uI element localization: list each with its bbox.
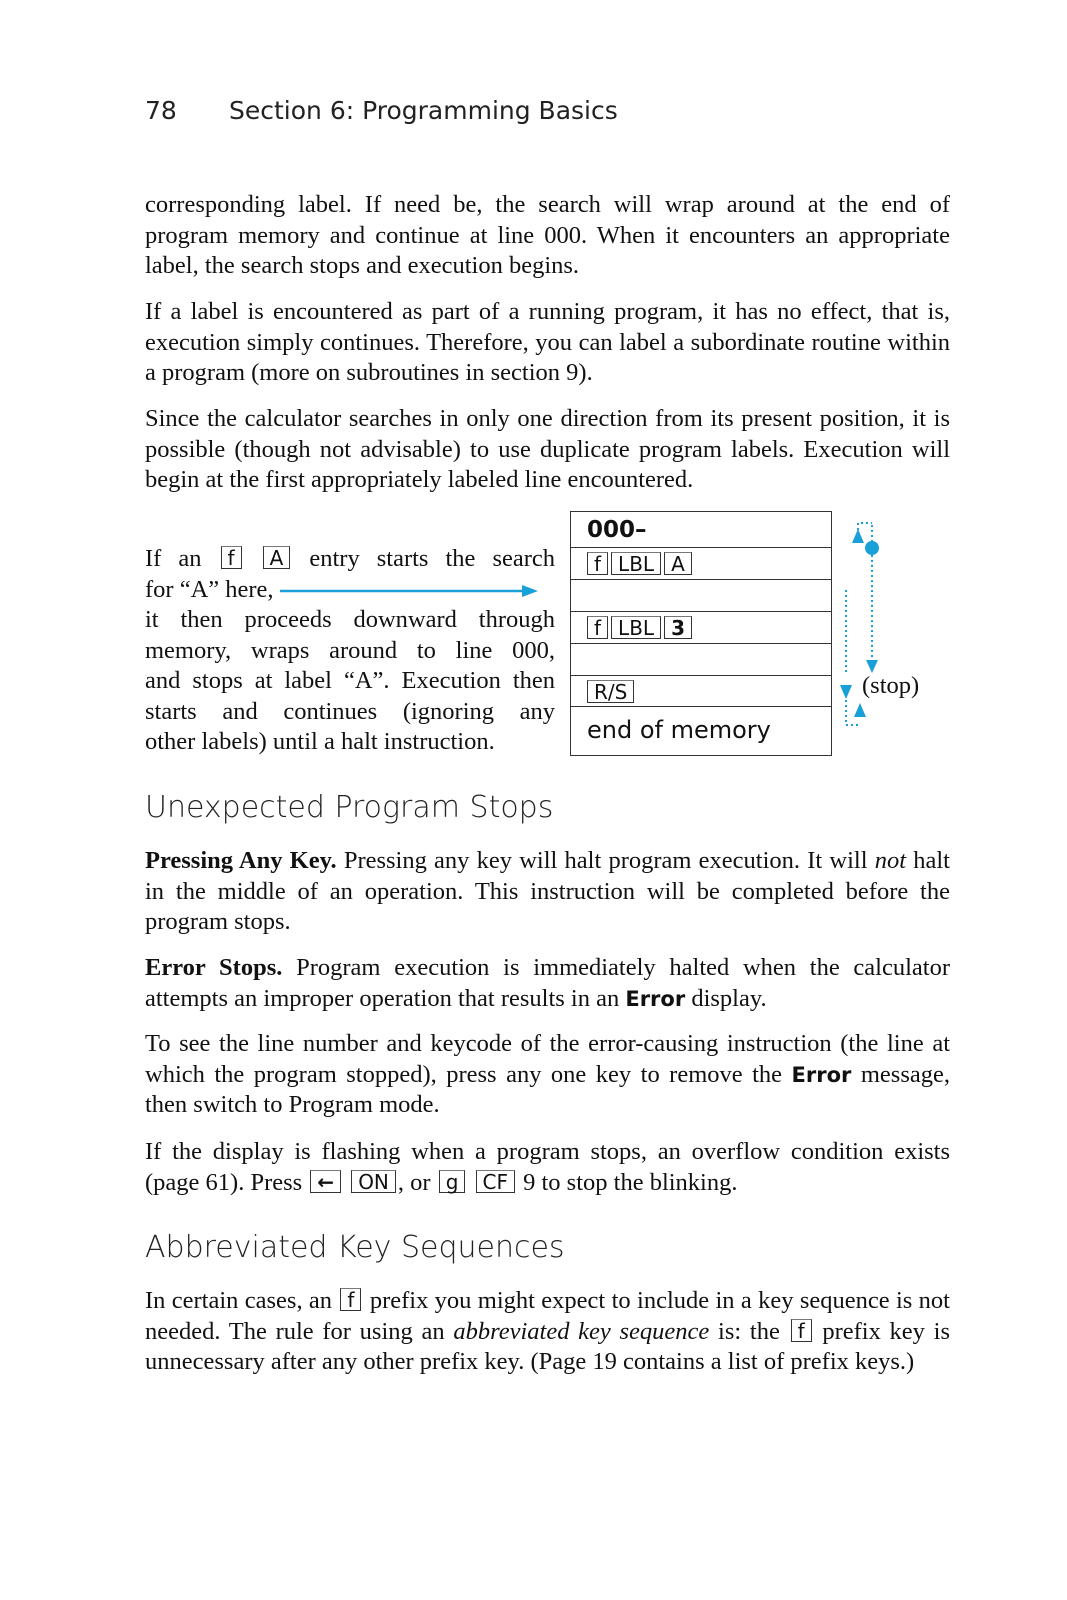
paragraph-pressing-any-key: Pressing Any Key. Pressing any key will halt program execution. It will not halt in the middle of an operation. This instruction will be completed before the program stops. (145, 847, 950, 935)
f-key: f (340, 1288, 361, 1311)
diagram-caption (145, 544, 555, 758)
backspace-key: ← (310, 1170, 341, 1193)
search-arrow (278, 582, 540, 600)
g-key: g (439, 1170, 466, 1193)
on-key: ON (351, 1170, 396, 1193)
stop-label: (stop) (862, 672, 920, 699)
paragraph-error-stops: Error Stops. Program execution is immediately halted when the calculator attempts an improper operation that results in an Error display. (145, 954, 950, 1012)
memory-row-empty (571, 643, 831, 675)
caption-line-4: memory, wraps around to line 000, (145, 636, 555, 664)
three-key: 3 (664, 616, 692, 639)
lbl-key: LBL (611, 552, 661, 575)
caption-line-3: it then proceeds downward through (145, 606, 555, 633)
f-key: f (221, 546, 242, 569)
paragraph-error-line: To see the line number and keycode of the error-causing instruction (the line at which the program stopped), press any one key to remove the Error message, then switch to Program mode. (145, 1030, 950, 1118)
caption-line-2: for “A” here, (145, 575, 274, 603)
cf-key: CF (476, 1170, 515, 1193)
lbl-key: LBL (611, 616, 661, 639)
error-display-text: Error (625, 986, 686, 1011)
caption-line-6: starts and continues (ignoring any (145, 697, 555, 725)
f-key: f (587, 552, 608, 575)
caption-line-7: other labels) until a halt instruction. (145, 728, 495, 755)
memory-row-empty (571, 579, 831, 611)
page-header (145, 96, 618, 125)
memory-row-end (571, 706, 831, 757)
caption-line-5: and stops at label “A”. Execution then (145, 667, 555, 694)
a-key: A (664, 552, 692, 575)
rs-key: R/S (587, 680, 634, 703)
section-title: Section 6: Programming Basics (229, 96, 618, 125)
paragraph-abbreviated: In certain cases, an f prefix you might expect to include in a key sequence is not needed. The rule for using an abbreviated key sequence is: the f prefix key is unnecessary after any other prefix key. (Page 19 contains a list of prefix keys.) (145, 1287, 950, 1375)
memory-row-lbl-a (571, 547, 831, 579)
paragraph-3: Since the calculator searches in only one direction from its present position, it is possible (though not advisable) to use duplicate program labels. Execution will begin at the first appropriately labeled line encountered. (145, 405, 950, 493)
paragraph-flashing-display: If the display is flashing when a program stops, an overflow condition exists (page 61). Press ← ON , or g CF 9 to stop the blinking. (145, 1138, 950, 1196)
caption-line-1: If an f A entry starts the search (145, 545, 556, 572)
memory-line-000: 000– (587, 517, 647, 543)
error-display-text: Error (791, 1062, 852, 1087)
heading-abbreviated-key-sequences: Abbreviated Key Sequences (145, 1230, 565, 1265)
program-memory-diagram (570, 511, 832, 756)
f-key: f (791, 1319, 812, 1342)
page-number: 78 (145, 96, 177, 125)
paragraph-1: corresponding label. If need be, the search will wrap around at the end of program memory and continue at line 000. When it encounters an appropriate label, the search stops and execution begins. (145, 191, 950, 279)
memory-row-lbl-3 (571, 611, 831, 643)
end-of-memory-label: end of memory (587, 716, 771, 744)
heading-unexpected-program-stops: Unexpected Program Stops (145, 790, 554, 825)
f-key: f (587, 616, 608, 639)
a-key: A (263, 546, 291, 569)
paragraph-2: If a label is encountered as part of a running program, it has no effect, that is, execution simply continues. Therefore, you can label a subordinate routine within a program (more on subroutines in section 9). (145, 298, 950, 386)
memory-row-rs (571, 675, 831, 707)
